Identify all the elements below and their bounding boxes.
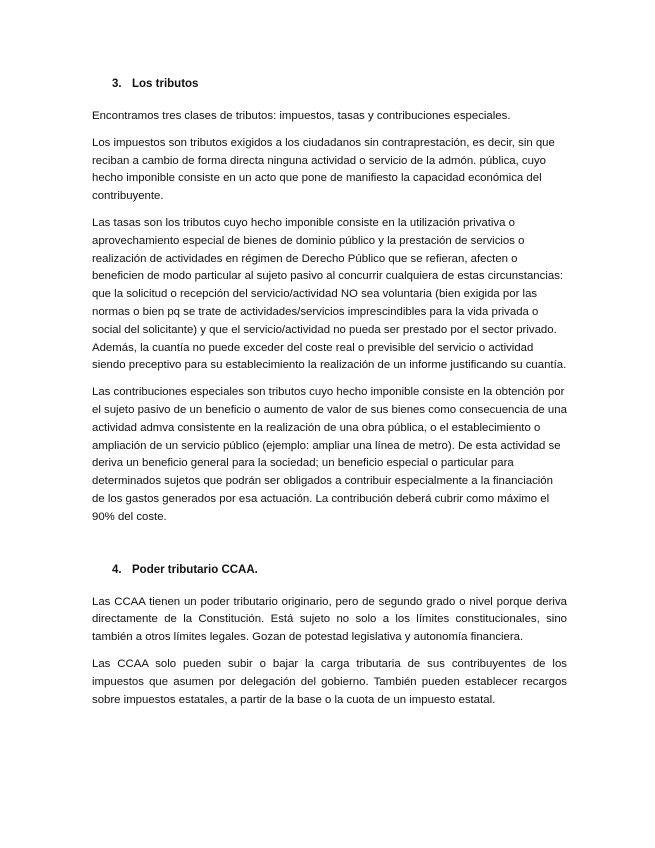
paragraph-tasas: Las tasas son los tributos cuyo hecho imponible consiste en la utilización privativa o aprovechamiento especial de bienes de dominio público y la prestación de servicios o realización de actividades en régimen de Derecho Público que se refieran, afecten o beneficien de modo particular al sujeto pasivo al concurrir cualquiera de estas circunstancias: que la solicitud o recepción del servicio/actividad NO sea voluntaria (bien exigida por las normas o bien pq se trate de actividades/servicios imprescindibles para la vida privada o social del solicitante) y que el servicio/actividad no pueda ser prestado por el sector privado. Además, la cuantía no puede exceder del coste real o previsible del servicio o actividad siendo preceptivo para su establecimiento la realización de un informe justificando su cuantía. (92, 216, 567, 372)
section-title: Poder tributario CCAA. (132, 563, 258, 576)
section-spacer (92, 536, 567, 562)
section-heading-poder-tributario (92, 562, 567, 578)
paragraph-clases-tributos: Encontramos tres clases de tributos: impuestos, tasas y contribuciones especiales. (92, 110, 511, 122)
document-body (92, 76, 567, 718)
paragraph-impuestos: Los impuestos son tributos exigidos a los ciudadanos sin contraprestación, es decir, sin que reciban a cambio de forma directa ninguna actividad o servicio de la admón. pública, cuyo hecho imponible consiste en un acto que pone de manifiesto la capacidad económica del contribuyente. (92, 136, 555, 203)
section-title: Los tributos (132, 78, 199, 90)
paragraph-poder-tributario-ccaa: Las CCAA tienen un poder tributario originario, pero de segundo grado o nivel porque deriva directamente de la Constitución. Está sujeto no solo a los límites constitucionales, sino también a otros límites legales. Gozan de potestad legislativa y autonomía financiera. (92, 595, 567, 644)
paragraph-carga-tributaria-ccaa: Las CCAA solo pueden subir o bajar la carga tributaria de sus contribuyentes de los impuestos que asumen por delegación del gobierno. También pueden establecer recargos sobre impuestos estatales, a partir de la base o la cuota de un impuesto estatal. (92, 657, 567, 706)
paragraph-contribuciones-especiales: Las contribuciones especiales son tributos cuyo hecho imponible consiste en la obtención por el sujeto pasivo de un beneficio o aumento de valor de sus bienes como consecuencia de una actividad admva consistente en la realización de una obra pública, o el establecimiento o ampliación de un servicio público (ejemplo: ampliar una línea de metro). De esta actividad se deriva un beneficio general para la sociedad; un beneficio especial o particular para determinados sujetos que podrán ser obligados a contribuir especialmente a la financiación de los gastos generados por esa actuación. La contribución deberá cubrir como máximo el 90% del coste. (92, 386, 567, 523)
section-heading-tributos (92, 76, 567, 92)
section-number: 3. (112, 78, 122, 90)
section-number: 4. (112, 563, 122, 576)
